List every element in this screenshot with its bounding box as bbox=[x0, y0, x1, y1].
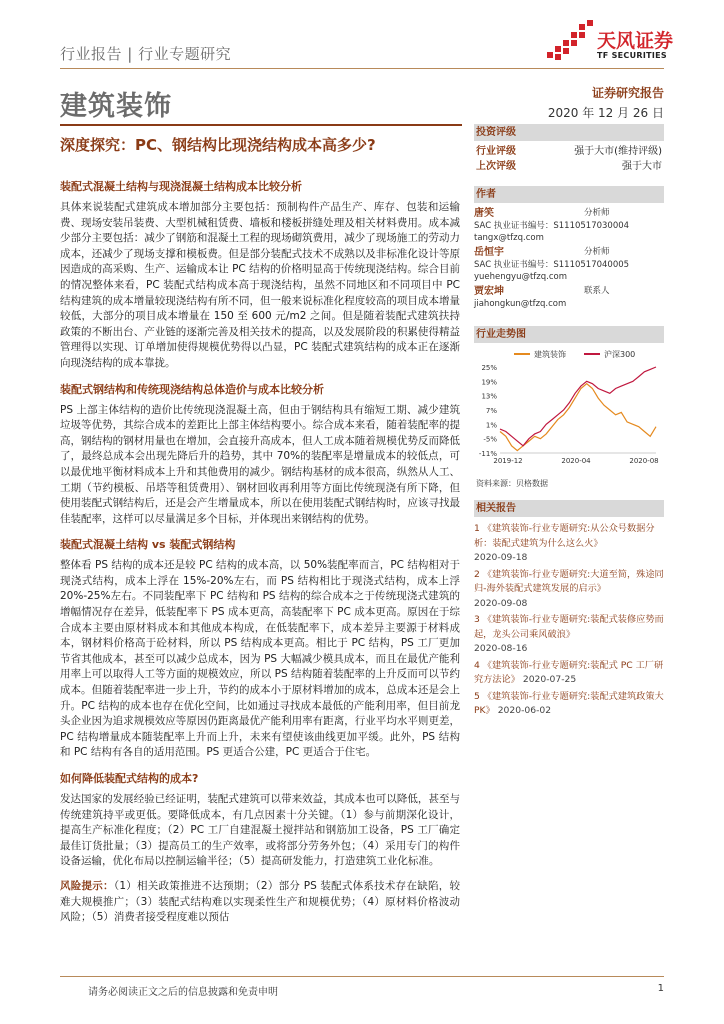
report-title: 深度探究：PC、钢结构比现浇结构成本高多少? bbox=[60, 136, 376, 154]
section-paragraph: 发达国家的发展经验已经证明，装配式建筑可以带来效益，其成本也可以降低，甚至与传统建筑持平或更低。要降低成本，有几点因素十分关键。（1）参与前期深化设计，提高生产标准化程度；（2）PC 工厂自建混凝土搅拌站和钢筋加工设备，PS 工厂确定最佳订货批量；（3）提高员工的生产效率，或将部分劳务外包；（4）采用专门的构件设备运输，优化布局以控制运输半径；（5）提高研发能力，打造建筑工业化标准。 bbox=[60, 793, 460, 868]
author-name: 唐笑 bbox=[474, 208, 494, 219]
related-report-item[interactable] bbox=[474, 568, 664, 612]
page-number: 1 bbox=[657, 983, 664, 994]
author-email[interactable]: yuehengyu@tfzq.com bbox=[474, 272, 568, 282]
title-divider bbox=[60, 124, 462, 126]
x-tick-label: 2020-04 bbox=[561, 457, 591, 465]
section-heading: 装配式混凝土结构与现浇混凝土结构成本比较分析 bbox=[60, 180, 302, 193]
author-cert: SAC 执业证书编号：S1110517030004 bbox=[474, 221, 630, 231]
risk-paragraph bbox=[60, 879, 460, 926]
related-report-title[interactable]: 3 《建筑装饰-行业专题研究:装配式装修应势而起，龙头公司乘风破浪》 bbox=[474, 614, 664, 640]
related-report-title[interactable]: 5 《建筑装饰-行业专题研究:装配式建筑政策大 PK》 bbox=[474, 690, 664, 716]
y-tick-label: 7% bbox=[485, 407, 497, 415]
main-content bbox=[60, 178, 460, 935]
section-paragraph: PS 上部主体结构的造价比传统现浇混凝土高，但由于钢结构具有缩短工期、减少建筑垃圾等优势，其综合成本的差距比上部主体结构要小。综合成本来看，随着装配率的提高，钢结构的钢材用量也在增加，会直接升高成本，但人工成本随着规模优势反而降低了，最终总成本会出现先降后升的趋势，其中 70%的装配率是增量成本的较低点，可以最优地平衡材料成本上升和其他费用的减少。钢结构基材的成本很高，纵然从人工、工期（节约模板、吊塔等租赁费用）、钢材回收再利用等方面比传统现浇有所下降，但使用装配式钢结构后，还是会产生增量成本，所以在使用装配式钢结构时，应该寻找最佳装配率，这样可以尽量满足多个目标，并体现出来钢结构的优势。 bbox=[60, 403, 460, 525]
y-tick-label: 13% bbox=[481, 392, 497, 401]
related-report-title[interactable]: 4 《建筑装饰-行业专题研究:装配式 PC 工厂研究方法论》 bbox=[474, 659, 664, 685]
rating-key: 行业评级 bbox=[476, 146, 516, 157]
y-tick-label: -5% bbox=[483, 435, 497, 444]
author-name: 贾宏坤 bbox=[474, 286, 504, 297]
trend-title: 行业走势图 bbox=[474, 326, 664, 343]
trend-title-bar bbox=[474, 326, 664, 343]
industry-title: 建筑装饰 bbox=[60, 91, 172, 122]
author-role: 联系人 bbox=[584, 286, 610, 296]
author-email[interactable]: jiahongkun@tfzq.com bbox=[474, 299, 567, 309]
rating-row bbox=[474, 144, 664, 159]
risk-label: 风险提示： bbox=[60, 879, 114, 892]
x-tick-label: 2019-12 bbox=[493, 457, 523, 465]
report-type-label: 行业报告 | 行业专题研究 bbox=[60, 45, 232, 63]
related-report-date: 2020-06-02 bbox=[497, 705, 552, 716]
section-paragraph: 具体来说装配式建筑成本增加部分主要包括：预制构件产品生产、库存、包装和运输费、现场安装吊装费、大型机械租赁费、墙板和楼板拼缝处理及相关材料费用。成本减少部分主要包括：减少了钢筋和混凝土工程的现场砌筑费用，减少了现场施工的劳动力成本，还减少了现场支撑和模板费。但是部分装配式技术不成熟以及非标准化设计等原因造成的高采购、生产、运输成本让 PC 结构的价格明显高于传统现浇结构。综合目前的情况整体来看，PC 装配式结构成本高于现浇结构，虽然不同地区和不同项目中 PC 结构建筑的成本增量较现浇结构有所不同，但一般来说标准化程度较高的项目成本增量较低，大部分的项目成本增量在 150 至 600 元/m2 之间。但是随着装配式建筑扶持政策的不断出台、产业链的逐渐完善及相关技术的提高，以及发展阶段的积累使得精益管理得以实现、订单增加使得规模优势得以凸显，PC 装配式建筑结构的成本正在逐渐向现浇结构的成本靠拢。 bbox=[60, 201, 460, 369]
footer-disclaimer: 请务必阅读正文之后的信息披露和免责申明 bbox=[88, 987, 278, 998]
rating-value: 强于大市 bbox=[622, 161, 662, 172]
series-line-建筑装饰 bbox=[500, 384, 656, 451]
author-panel bbox=[474, 186, 664, 310]
section-paragraph: 整体看 PS 结构的成本还是较 PC 结构的成本高，以 50%装配率而言，PC 结构相对于现浇式结构，成本上浮在 15%-20%左右，而 PS 结构相比于现浇式结构，成本上浮 20%-25%左右。不同装配率下 PC 结构和 PS 结构的综合成本之于传统现浇式建筑的增幅情况存在差异，低装配率下 PS 成本更高，高装配率下 PC 成本更高。原因在于综合成本主要由原材料成本和其他成本构成，在低装配率下，成本差异主要源于材料成本，钢材料价格高于砼材料，所以 PS 结构成本更高。相比于 PC 结构，PS 工厂更加节省其他成本，甚至可以减少总成本，因为 PS 大幅减少模具成本，而且在最优产能利用率上可以取得人工等方面的规模效应，所以 PS 结构随着装配率的上升反而可以节约成本。但随着装配率进一步上升，节约的成本小于原材料增加的成本，总成本还是会上升。PC 结构的成本也存在优化空间，比如通过寻找成本最低的产能利用率，但目前龙头企业因为追求规模效应等原因仍距离最优产能利用率有距离，行业平均水平则更差，PC 结构增量成本随装配率上升而上升，未来有望使该曲线更加平缓。此外，PS 结构和 PC 结构有各自的适用范围。PS 更适合公建，PC 更适合于住宅。 bbox=[60, 559, 460, 759]
author-email[interactable]: tangx@tfzq.com bbox=[474, 233, 544, 243]
industry-trend-chart bbox=[474, 345, 664, 470]
rating-key: 上次评级 bbox=[476, 161, 516, 172]
x-tick-label: 2020-08 bbox=[629, 457, 659, 465]
related-report-date: 2020-08-16 bbox=[474, 643, 528, 654]
y-tick-label: 25% bbox=[481, 364, 497, 372]
author-role: 分析师 bbox=[584, 247, 610, 257]
related-panel bbox=[474, 500, 664, 721]
author-entry bbox=[474, 285, 664, 310]
logo-text-en: TF SECURITIES bbox=[597, 51, 667, 60]
rating-title: 投资评级 bbox=[474, 124, 664, 141]
related-report-title[interactable]: 2 《建筑装饰-行业专题研究:大道至简，殊途同归-海外装配式建筑发展的启示》 bbox=[474, 568, 664, 594]
rating-value: 强于大市(维持评级) bbox=[574, 146, 662, 157]
related-title: 相关报告 bbox=[474, 500, 664, 517]
author-entry bbox=[474, 246, 664, 283]
related-report-date: 2020-09-18 bbox=[474, 552, 528, 563]
legend-label: 建筑装饰 bbox=[534, 350, 566, 359]
section-heading: 如何降低装配式结构的成本? bbox=[60, 772, 199, 785]
related-report-item[interactable] bbox=[474, 613, 664, 657]
author-name: 岳恒宇 bbox=[474, 247, 504, 258]
chart-source: 资料来源：贝格数据 bbox=[476, 479, 548, 488]
report-date: 2020 年 12 月 26 日 bbox=[547, 106, 664, 120]
section-heading: 装配式混凝土结构 vs 装配式钢结构 bbox=[60, 538, 236, 552]
logo-text-cn: 天风证券 bbox=[597, 30, 674, 52]
related-report-title[interactable]: 1 《建筑装饰-行业专题研究:从公众号数据分析：装配式建筑为什么这么火》 bbox=[474, 523, 655, 549]
related-report-item[interactable] bbox=[474, 690, 664, 719]
related-report-item[interactable] bbox=[474, 659, 664, 688]
related-report-item[interactable] bbox=[474, 522, 664, 566]
author-title: 作者 bbox=[474, 186, 664, 203]
related-report-date: 2020-09-08 bbox=[474, 597, 528, 609]
rating-row bbox=[474, 159, 664, 174]
logo-mark-icon bbox=[547, 20, 593, 60]
related-report-date: 2020-07-25 bbox=[522, 674, 577, 685]
footer-divider bbox=[60, 976, 664, 977]
series-line-沪深300 bbox=[500, 367, 656, 446]
rating-panel bbox=[474, 124, 664, 174]
author-cert: SAC 执业证书编号：S1110517040005 bbox=[474, 260, 630, 270]
research-report-type: 证券研究报告 bbox=[591, 86, 664, 100]
risk-text: （1）相关政策推进不达预期；（2）部分 PS 装配式体系技术存在缺陷，较难大规模推广；（3）装配式结构难以实现柔性生产和规模优势；（4）原材料价格波动风险；（5）消费者接受程度难以预估 bbox=[60, 879, 460, 924]
y-tick-label: -11% bbox=[478, 450, 497, 458]
author-role: 分析师 bbox=[584, 208, 610, 218]
section-heading: 装配式钢结构和传统现浇结构总体造价与成本比较分析 bbox=[60, 382, 324, 396]
y-tick-label: 1% bbox=[485, 421, 497, 430]
y-tick-label: 19% bbox=[481, 378, 497, 387]
legend-label: 沪深300 bbox=[604, 350, 636, 359]
author-entry bbox=[474, 207, 664, 244]
